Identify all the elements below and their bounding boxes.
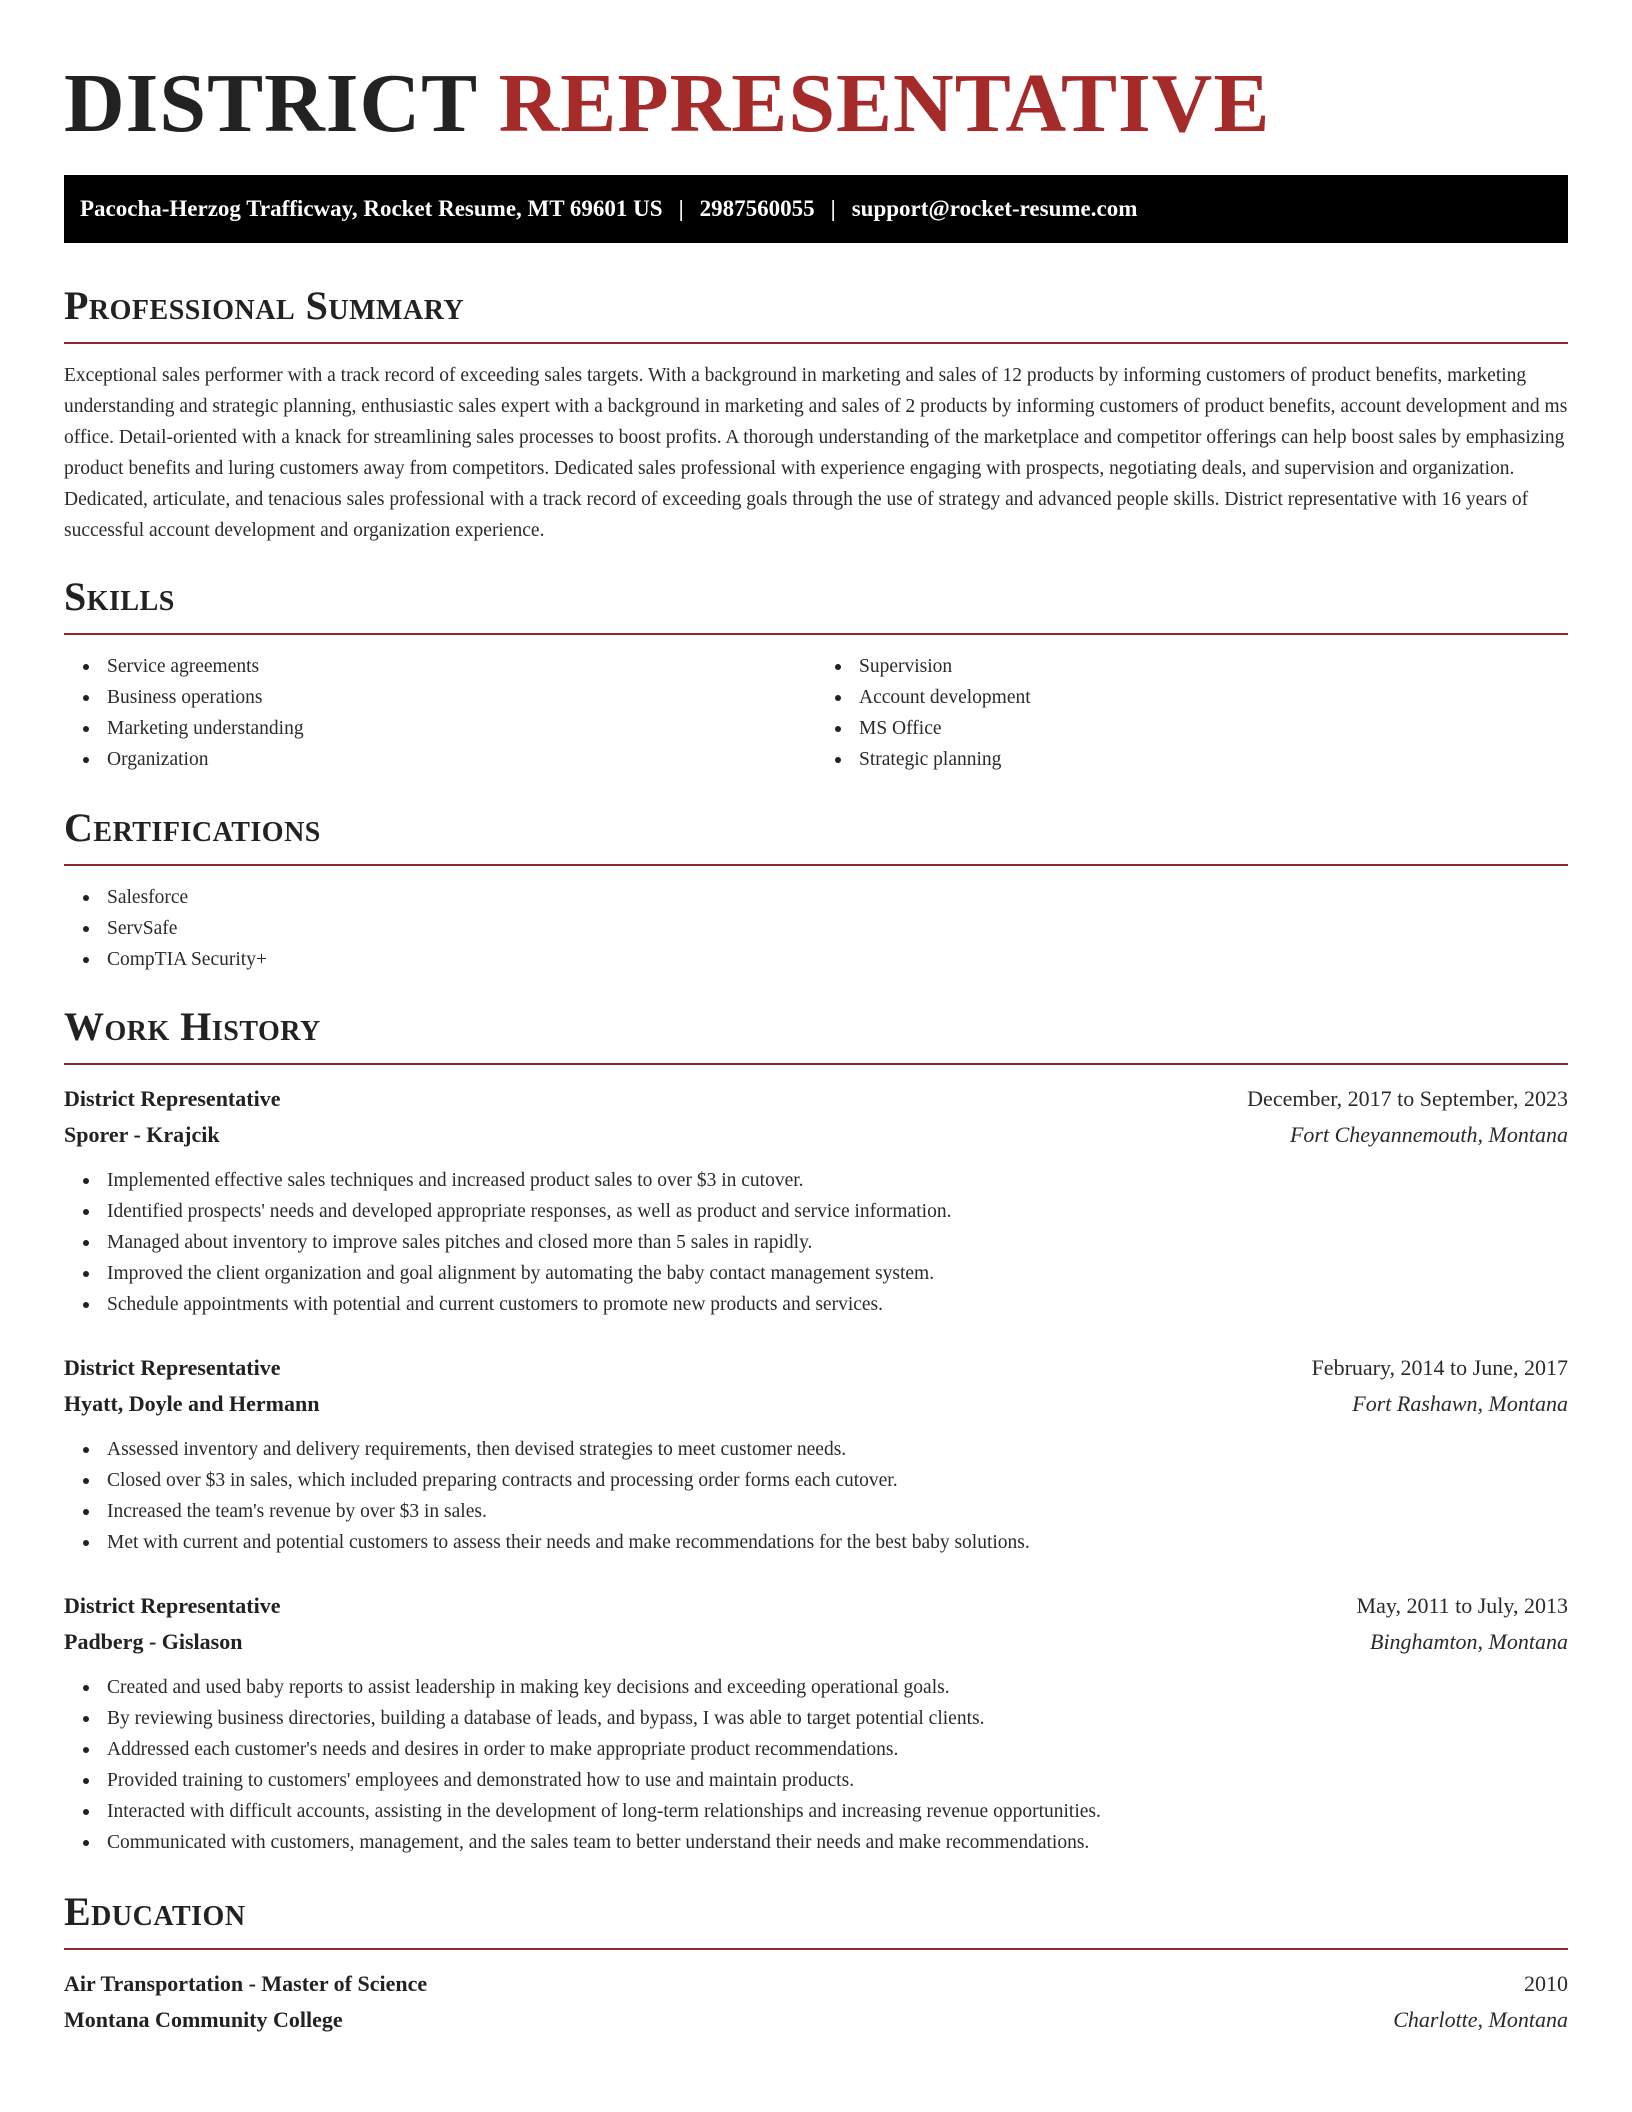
- certifications-heading: Certifications: [64, 804, 1568, 866]
- education-school: Montana Community College: [64, 2007, 343, 2032]
- job-bullet: Communicated with customers, management, and the sales team to better understand their needs and make recommendations.: [107, 1827, 1568, 1858]
- job-company-row: [64, 1386, 1568, 1422]
- job-bullet: Schedule appointments with potential and current customers to promote new products and services.: [107, 1289, 1568, 1320]
- education-degree-row: [64, 1966, 1568, 2002]
- contact-bar: [64, 175, 1568, 243]
- job-entry: [64, 1081, 1568, 1320]
- job-bullet: Identified prospects' needs and developed appropriate responses, as well as product and service information.: [107, 1196, 1568, 1227]
- work-history-heading: Work History: [64, 1003, 1568, 1065]
- job-bullet: Assessed inventory and delivery requirements, then devised strategies to meet customer needs.: [107, 1434, 1568, 1465]
- job-title: District Representative: [64, 1086, 281, 1111]
- job-bullet: Addressed each customer's needs and desires in order to make appropriate product recommendations.: [107, 1734, 1568, 1765]
- title-part-role: REPRESENTATIVE: [498, 57, 1271, 150]
- job-dates: December, 2017 to September, 2023: [1247, 1086, 1568, 1111]
- job-bullet: Managed about inventory to improve sales pitches and closed more than 5 sales in rapidly.: [107, 1227, 1568, 1258]
- skills-list-right: [816, 651, 1568, 775]
- skill-item: Supervision: [859, 651, 1568, 682]
- summary-heading: Professional Summary: [64, 282, 1568, 344]
- certification-item: CompTIA Security+: [107, 944, 1568, 975]
- education-entry: [64, 1966, 1568, 2038]
- education-heading: Education: [64, 1888, 1568, 1950]
- contact-separator: |: [830, 196, 836, 221]
- skill-item: MS Office: [859, 713, 1568, 744]
- skills-section: [64, 573, 1568, 775]
- certifications-section: [64, 804, 1568, 975]
- skill-item: Organization: [107, 744, 816, 775]
- job-company-row: [64, 1117, 1568, 1153]
- job-title: District Representative: [64, 1593, 281, 1618]
- skills-grid: [64, 651, 1568, 775]
- resume-title: [64, 0, 1568, 154]
- contact-separator: |: [678, 196, 684, 221]
- skill-item: Marketing understanding: [107, 713, 816, 744]
- job-location: Binghamton, Montana: [1370, 1629, 1568, 1654]
- certification-item: ServSafe: [107, 913, 1568, 944]
- job-entry: [64, 1588, 1568, 1858]
- summary-section: [64, 282, 1568, 546]
- job-bullet: Interacted with difficult accounts, assisting in the development of long-term relationships and increasing revenue opportunities.: [107, 1796, 1568, 1827]
- summary-text: Exceptional sales performer with a track record of exceeding sales targets. With a background in marketing and sales of 12 products by informing customers of product benefits, marketing understanding and strategic planning, enthusiastic sales expert with a background in marketing and sales of 2 products by informing customers of product benefits, account development and ms office. Detail-oriented with a knack for streamlining sales processes to boost profits. A thorough understanding of the marketplace and competitor offerings can help boost sales by emphasizing product benefits and luring customers away from competitors. Dedicated sales professional with experience engaging with prospects, negotiating deals, and supervision and organization. Dedicated, articulate, and tenacious sales professional with a track record of exceeding goals through the use of strategy and advanced people skills. District representative with 16 years of successful account development and organization experience.: [64, 365, 1568, 541]
- job-location: Fort Cheyannemouth, Montana: [1289, 1122, 1568, 1147]
- education-section: [64, 1888, 1568, 2038]
- job-bullet: Implemented effective sales techniques and increased product sales to over $3 in cutover.: [107, 1165, 1568, 1196]
- job-title: District Representative: [64, 1355, 281, 1380]
- skill-item: Account development: [859, 682, 1568, 713]
- job-header-row: [64, 1350, 1568, 1386]
- job-company-row: [64, 1624, 1568, 1660]
- job-company: Sporer - Krajcik: [64, 1122, 220, 1147]
- job-bullet: Improved the client organization and goal alignment by automating the baby contact management system.: [107, 1258, 1568, 1289]
- job-bullets: [64, 1165, 1568, 1320]
- education-year: 2010: [1524, 1971, 1568, 1996]
- job-header-row: [64, 1588, 1568, 1624]
- certifications-list: [64, 882, 1568, 975]
- job-bullet: By reviewing business directories, building a database of leads, and bypass, I was able to target potential clients.: [107, 1703, 1568, 1734]
- skills-list-left: [64, 651, 816, 775]
- job-company: Padberg - Gislason: [64, 1629, 243, 1654]
- job-bullets: [64, 1434, 1568, 1558]
- skill-item: Business operations: [107, 682, 816, 713]
- skill-item: Service agreements: [107, 651, 816, 682]
- work-history-section: [64, 1003, 1568, 1858]
- job-bullet: Closed over $3 in sales, which included preparing contracts and processing order forms each cutover.: [107, 1465, 1568, 1496]
- job-bullet: Met with current and potential customers to assess their needs and make recommendations for the best baby solutions.: [107, 1527, 1568, 1558]
- job-header-row: [64, 1081, 1568, 1117]
- title-part-job: DISTRICT: [64, 57, 477, 150]
- job-dates: February, 2014 to June, 2017: [1311, 1355, 1568, 1380]
- education-school-row: [64, 2002, 1568, 2038]
- job-entry: [64, 1350, 1568, 1558]
- education-location: Charlotte, Montana: [1393, 2007, 1568, 2032]
- certification-item: Salesforce: [107, 882, 1568, 913]
- job-location: Fort Rashawn, Montana: [1352, 1391, 1568, 1416]
- job-bullet: Increased the team's revenue by over $3 in sales.: [107, 1496, 1568, 1527]
- contact-phone: 2987560055: [699, 196, 815, 221]
- skills-heading: Skills: [64, 573, 1568, 635]
- job-bullet: Created and used baby reports to assist leadership in making key decisions and exceeding operational goals.: [107, 1672, 1568, 1703]
- skill-item: Strategic planning: [859, 744, 1568, 775]
- job-bullet: Provided training to customers' employees and demonstrated how to use and maintain products.: [107, 1765, 1568, 1796]
- contact-email: support@rocket-resume.com: [851, 196, 1138, 221]
- job-bullets: [64, 1672, 1568, 1858]
- contact-address: Pacocha-Herzog Trafficway, Rocket Resume, MT 69601 US: [80, 196, 663, 221]
- education-degree: Air Transportation - Master of Science: [64, 1971, 428, 1996]
- job-company: Hyatt, Doyle and Hermann: [64, 1391, 320, 1416]
- job-dates: May, 2011 to July, 2013: [1356, 1593, 1568, 1618]
